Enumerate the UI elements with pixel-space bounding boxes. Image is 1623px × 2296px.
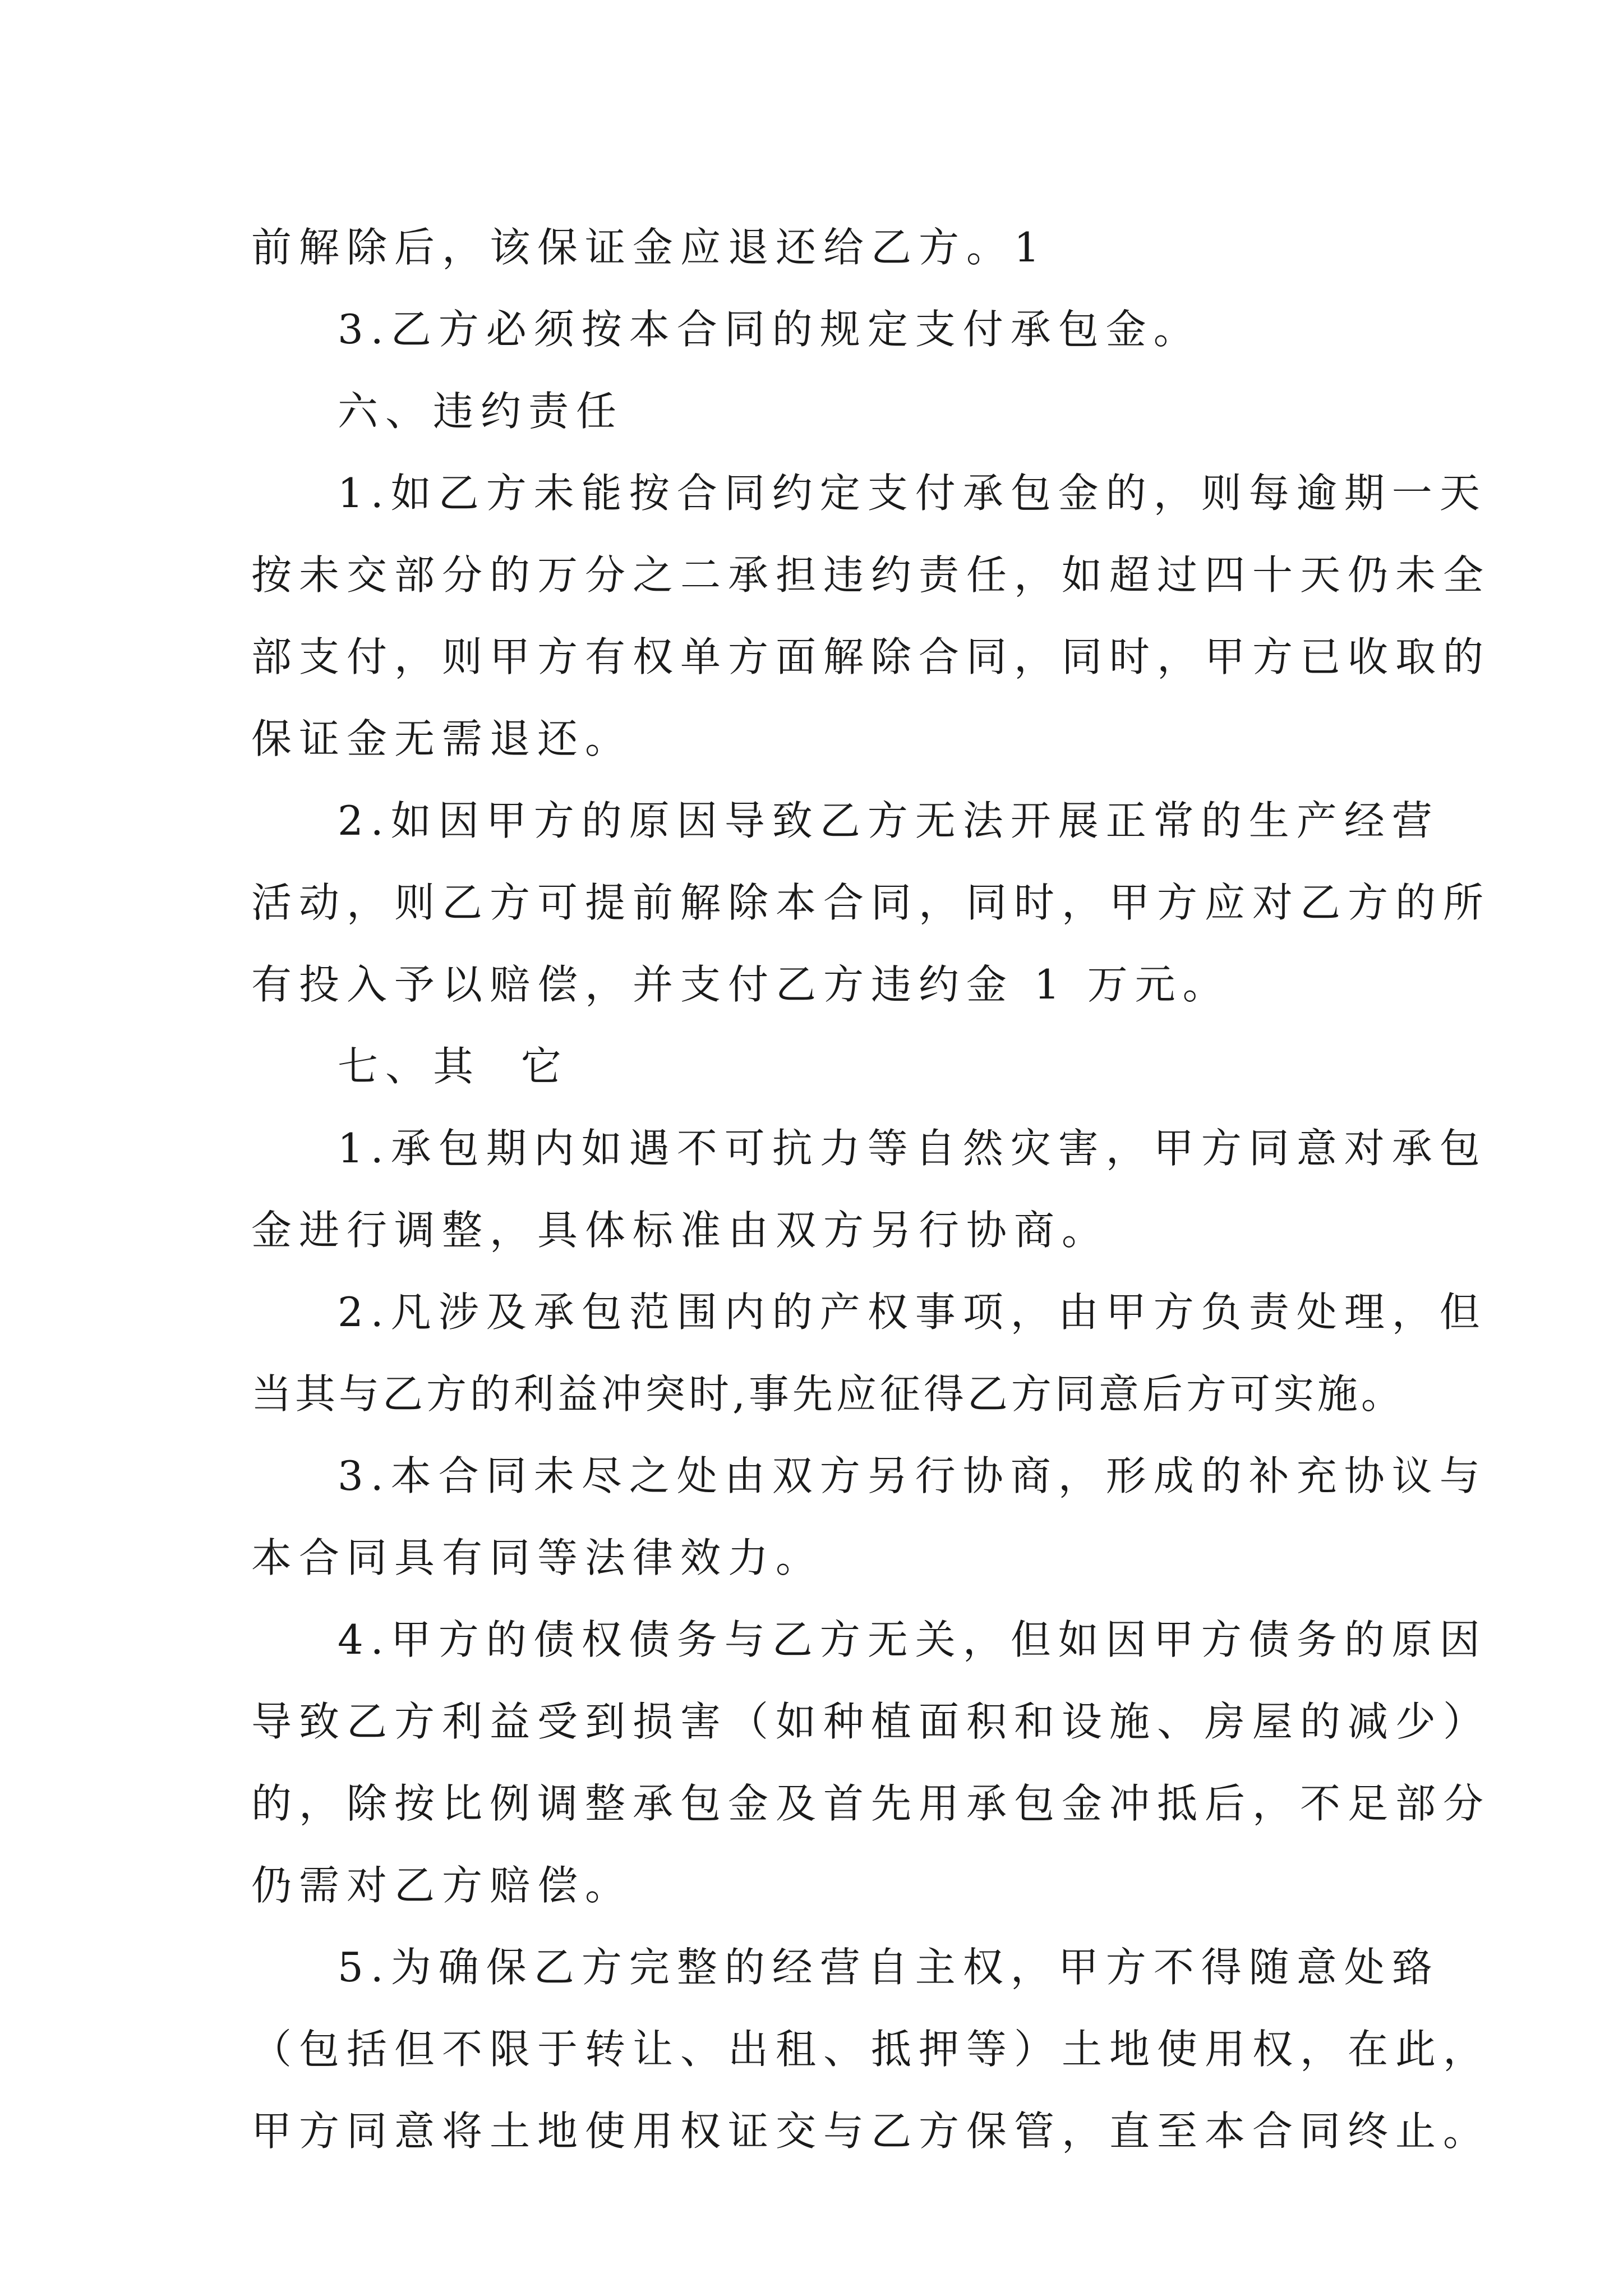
clause-7-2: 2.凡涉及承包范围内的产权事项，由甲方负责处理，但 — [338, 1289, 1487, 1336]
clause-6-2: 2.如因甲方的原因导致乙方无法开展正常的生产经营 — [338, 797, 1440, 844]
text-line: 导致乙方利益受到损害（如种植面积和设施、房屋的减少） — [251, 1698, 1491, 1745]
clause-6-1: 1.如乙方未能按合同约定支付承包金的，则每逾期一天 — [338, 470, 1487, 517]
text-line: 当其与乙方的利益冲突时,事先应征得乙方同意后方可实施。 — [251, 1370, 1405, 1418]
text-line: 甲方同意将土地使用权证交与乙方保管，直至本合同终止。 — [251, 2108, 1491, 2155]
text-line: 有投入予以赔偿，并支付乙方违约金 1 万元。 — [251, 961, 1230, 1008]
clause-7-5: 5.为确保乙方完整的经营自主权，甲方不得随意处臵 — [338, 1944, 1440, 1991]
text-line: 部支付，则甲方有权单方面解除合同，同时，甲方已收取的 — [251, 633, 1491, 680]
clause-5-3: 3.乙方必须按本合同的规定支付承包金。 — [338, 306, 1201, 353]
text-line: 按未交部分的万分之二承担违约责任，如超过四十天仍未全 — [251, 551, 1491, 599]
section-heading-other: 七、其 它 — [338, 1043, 569, 1090]
text-line: 前解除后，该保证金应退还给乙方。1 — [251, 224, 1047, 271]
clause-7-4: 4.甲方的债权债务与乙方无关，但如因甲方债务的原因 — [338, 1616, 1487, 1663]
text-line: 活动，则乙方可提前解除本合同，同时，甲方应对乙方的所 — [251, 879, 1491, 926]
text-line: 的，除按比例调整承包金及首先用承包金冲抵后，不足部分 — [251, 1780, 1491, 1827]
section-heading-breach: 六、违约责任 — [338, 388, 624, 435]
clause-7-3: 3.本合同未尽之处由双方另行协商，形成的补充协议与 — [338, 1452, 1487, 1499]
text-line: 本合同具有同等法律效力。 — [251, 1534, 824, 1581]
clause-7-1: 1.承包期内如遇不可抗力等自然灾害，甲方同意对承包 — [338, 1125, 1487, 1172]
text-line: 金进行调整，具体标准由双方另行协商。 — [251, 1207, 1110, 1254]
text-line: 保证金无需退还。 — [251, 715, 633, 762]
document-body — [251, 206, 1491, 2172]
text-line: 仍需对乙方赔偿。 — [251, 1862, 633, 1909]
text-line: （包括但不限于转让、出租、抵押等）土地使用权，在此， — [251, 2026, 1491, 2073]
